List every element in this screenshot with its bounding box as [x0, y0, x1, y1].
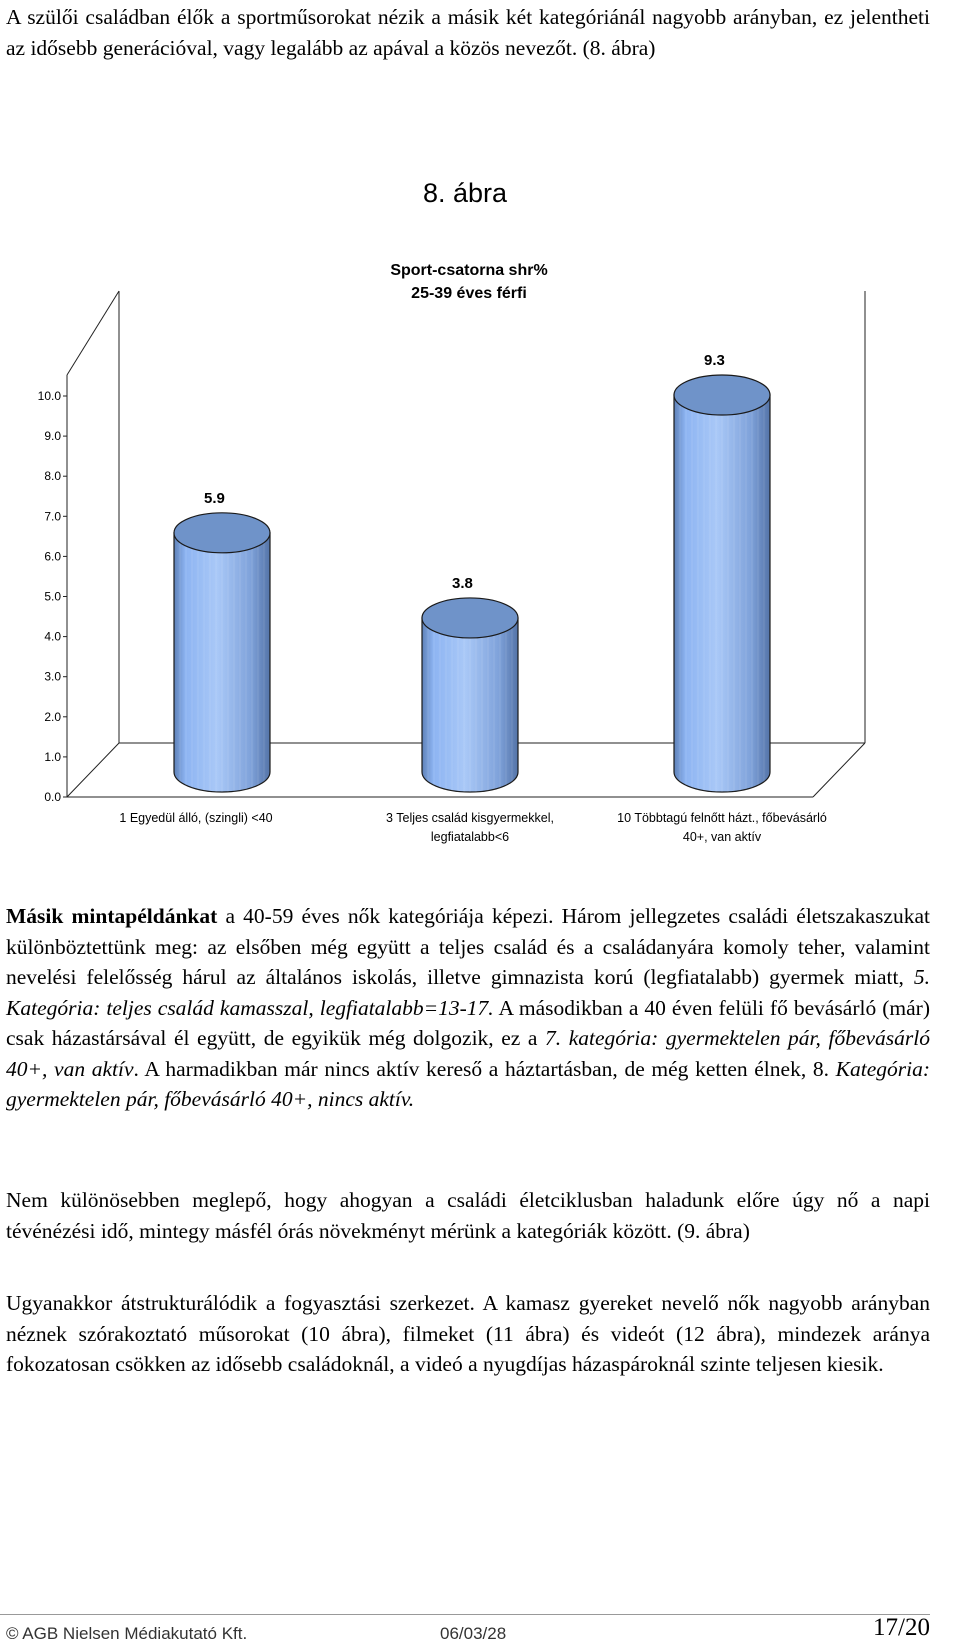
bar-top: [422, 598, 518, 638]
paragraph-1-text-a: a 40-59 éves nők kategóriája képezi. Három jellegzetes családi életszakaszukat különböztettünk meg: az elsőben még együtt a teljes család és a családanyára komoly teher, valamint nevelési felelősség hárul az általános iskolás, illetve gimnazista korú (legfiatalabb) gyermek miatt,: [6, 904, 930, 989]
footer-company: © AGB Nielsen Médiakutató Kft.: [6, 1624, 248, 1643]
category-label: 10 Többtagú felnőtt házt., főbevásárló: [617, 811, 827, 825]
intro-paragraph: A szülői családban élők a sportműsorokat nézik a másik két kategóriánál nagyobb arányban, ez jelentheti az idősebb generációval, vagy legalább az apával a közös nevezőt. (8. ábra): [6, 5, 930, 60]
paragraph-3: Ugyanakkor átstrukturálódik a fogyasztási szerkezet. A kamasz gyereket nevelő nők nagyobb arányban néznek szórakoztató műsorokat (10 ábra), filmeket (11 ábra) és videót (12 ábra), mindezek aránya fokozatosan csökken az idősebb családoknál, a videó a nyugdíjas házaspároknál szinte teljesen kiesik.: [6, 1291, 930, 1376]
y-tick-label: 6.0: [44, 549, 61, 564]
paragraph-1-bold: Másik mintapéldánkat: [6, 904, 218, 928]
floor-right: [813, 743, 865, 797]
bar-top: [174, 513, 270, 553]
paragraph-1: [6, 901, 930, 1115]
footer-date: 06/03/28: [440, 1624, 507, 1643]
paragraph-1-text-b: A másodikban a 40 éven felüli fő bevásárló (már) csak házastársával él együtt, de egyikük még dolgozik, ez a: [6, 995, 930, 1050]
paragraph-1-italic-3: Kategória: gyermektelen pár, főbevásárló 40+, nincs aktív.: [6, 1056, 930, 1111]
y-tick-label: 9.0: [44, 429, 61, 444]
chart-title: Sport-csatorna shr%: [390, 262, 548, 279]
bar: [422, 598, 518, 792]
figure-label: 8. ábra: [422, 178, 508, 208]
y-tick-label: 2.0: [44, 709, 61, 724]
y-axis: [38, 389, 67, 804]
footer-divider: [0, 1614, 930, 1615]
bar: [674, 375, 770, 792]
bar-value-label: 9.3: [704, 352, 725, 369]
bars: [174, 352, 770, 792]
y-tick-label: 7.0: [44, 509, 61, 524]
y-tick-label: 8.0: [44, 469, 61, 484]
floor-left: [67, 743, 119, 797]
bar-chart: [0, 250, 930, 870]
category-label: 40+, van aktív: [682, 830, 762, 844]
y-tick-label: 0.0: [44, 790, 61, 804]
category-labels: [119, 811, 826, 844]
paragraph-1-italic-2: 7. kategória: gyermektelen pár, főbevásárló 40+, van aktív: [6, 1026, 930, 1081]
y-tick-label: 5.0: [44, 589, 61, 604]
y-tick-label: 3.0: [44, 669, 61, 684]
category-label: 3 Teljes család kisgyermekkel,: [386, 811, 554, 825]
footer-page-number: 17/20: [873, 1614, 930, 1641]
category-label: 1 Egyedül álló, (szingli) <40: [119, 811, 273, 825]
y-tick-label: 4.0: [44, 629, 61, 644]
paragraph-1-italic-1: 5. Kategória: teljes család kamasszal, legfiatalabb=13-17.: [6, 965, 930, 1020]
paragraph-2: Nem különösebben meglepő, hogy ahogyan a családi életciklusban haladunk előre úgy nő a napi tévénézési idő, mintegy másfél órás növekményt mérünk a kategóriák között. (9. ábra): [6, 1188, 930, 1243]
bar-value-label: 5.9: [204, 489, 225, 507]
chart-subtitle: 25-39 éves férfi: [411, 285, 527, 302]
left-wall-top: [67, 291, 119, 375]
category-label: legfiatalabb<6: [430, 830, 510, 844]
bar-value-label: 3.8: [452, 574, 473, 592]
bar: [174, 513, 270, 792]
y-tick-label: 10.0: [37, 389, 61, 403]
y-tick-label: 1.0: [44, 749, 61, 764]
paragraph-1-text-c: . A harmadikban már nincs aktív kereső a háztartásban, de még ketten élnek, 8.: [133, 1056, 836, 1081]
bar-top: [674, 375, 770, 415]
page-footer: [0, 1614, 930, 1648]
